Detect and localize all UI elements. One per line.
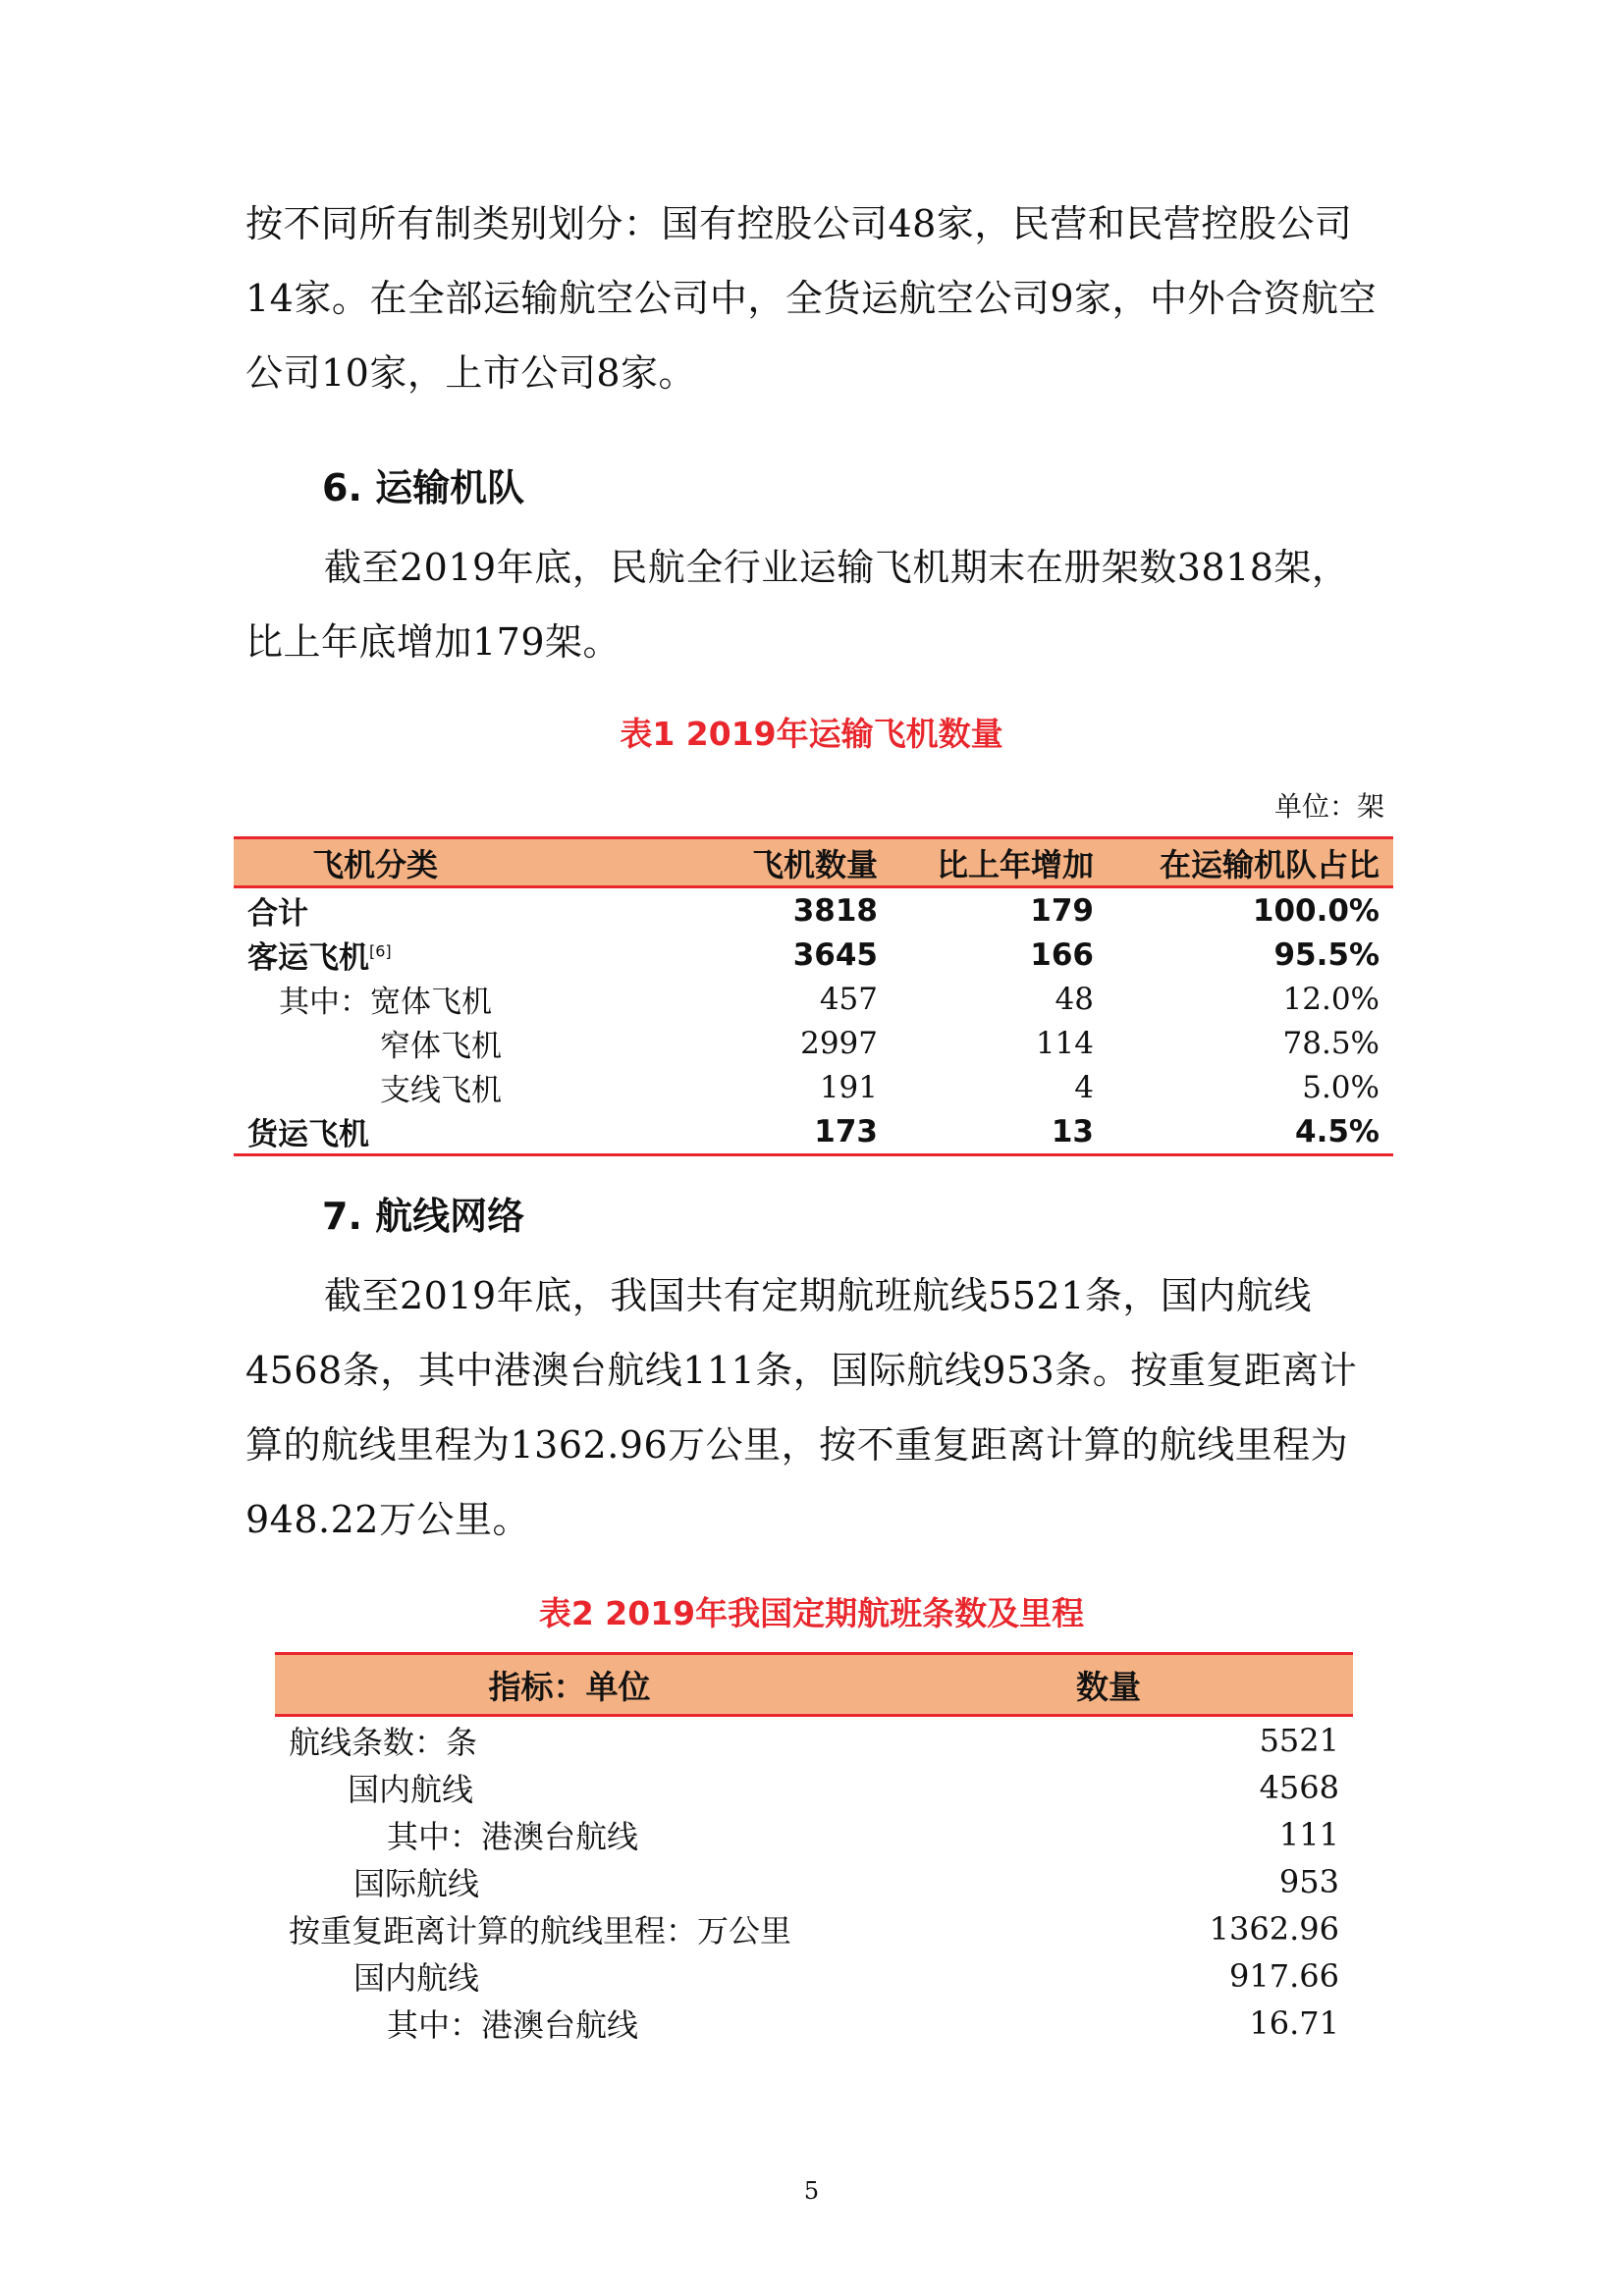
cell-count: 3818 (792, 892, 878, 929)
table-header-row (234, 838, 1393, 887)
paragraph-fleet: 截至2019年底，民航全行业运输飞机期末在册架数3818架，比上年底增加179架。 (245, 546, 1350, 664)
table-row (234, 887, 1393, 934)
cell-share: 12.0% (1282, 981, 1380, 1017)
col-header-value: 数量 (864, 1654, 1353, 1716)
col-header-share: 在运输机队占比 (1108, 838, 1393, 887)
table-row (234, 1021, 1393, 1065)
table-row (234, 1109, 1393, 1155)
row-label: 其中：港澳台航线 (387, 2006, 639, 2044)
row-label: 窄体飞机 (380, 1029, 502, 1064)
cell-count: 173 (646, 1109, 892, 1155)
cell-increase: 48 (1055, 981, 1094, 1017)
cell-count: 457 (819, 981, 878, 1017)
row-label: 支线飞机 (380, 1073, 502, 1108)
row-label: 国内航线 (348, 1771, 474, 1808)
cell-increase: 166 (1030, 936, 1094, 973)
cell-count: 191 (819, 1069, 878, 1105)
aircraft-table (234, 836, 1393, 1156)
table-header-row (275, 1654, 1353, 1716)
cell-value: 16.71 (1249, 2004, 1339, 2042)
cell-value: 917.66 (1229, 1957, 1339, 1995)
cell-increase: 4 (1074, 1069, 1094, 1105)
paragraph-ownership: 按不同所有制类别划分：国有控股公司48家，民营和民营控股公司14家。在全部运输航空公司中，全货运航空公司9家，中外合资航空公司10家，上市公司8家。 (245, 202, 1378, 395)
table1-caption: 表1 2019年运输飞机数量 (620, 715, 1003, 753)
cell-share: 100.0% (1252, 892, 1380, 929)
table-row (234, 1065, 1393, 1109)
row-label: 客运飞机 (247, 940, 369, 976)
cell-increase: 114 (1035, 1025, 1094, 1061)
cell-increase: 13 (892, 1109, 1108, 1155)
table-row (275, 1905, 1353, 1952)
row-label: 合计 (247, 896, 308, 932)
table-row (275, 1811, 1353, 1858)
table1-unit: 单位：架 (1273, 790, 1384, 823)
cell-value: 111 (1278, 1816, 1339, 1853)
section-heading-fleet: 6. 运输机队 (322, 466, 525, 509)
cell-value: 953 (1278, 1863, 1339, 1900)
table-row (275, 1716, 1353, 1765)
col-header-count: 飞机数量 (646, 838, 892, 887)
col-header-increase: 比上年增加 (892, 838, 1108, 887)
row-label: 航线条数：条 (289, 1724, 478, 1761)
table2-caption: 表2 2019年我国定期航班条数及里程 (538, 1594, 1085, 1632)
cell-value: 4568 (1259, 1769, 1339, 1806)
table-row (275, 2000, 1353, 2047)
row-label: 国际航线 (353, 1865, 480, 1902)
cell-count: 2997 (800, 1025, 878, 1061)
cell-share: 4.5% (1108, 1109, 1393, 1155)
row-label: 其中：港澳台航线 (387, 1818, 639, 1855)
table-row (234, 933, 1393, 977)
row-label: 国内航线 (353, 1959, 480, 1997)
col-header-indicator: 指标：单位 (275, 1654, 864, 1716)
row-label-cell (234, 933, 646, 977)
cell-share: 78.5% (1282, 1025, 1380, 1061)
paragraph-routes: 截至2019年底，我国共有定期航班航线5521条，国内航线4568条，其中港澳台航线111条，国际航线953条。按重复距离计算的航线里程为1362.96万公里，按不重复距离计算的航线里程为948.22万公里。 (245, 1274, 1358, 1541)
cell-value: 1362.96 (1209, 1910, 1339, 1948)
cell-count: 3645 (792, 936, 878, 973)
cell-share: 95.5% (1273, 936, 1380, 973)
col-header-category: 飞机分类 (234, 838, 646, 887)
page-number: 5 (803, 2177, 820, 2205)
footnote-ref[interactable]: [6] (369, 941, 392, 961)
section-heading-routes: 7. 航线网络 (322, 1195, 525, 1238)
row-label: 按重复距离计算的航线里程：万公里 (289, 1912, 792, 1949)
cell-value: 5521 (1259, 1722, 1339, 1759)
table-row (275, 1764, 1353, 1811)
table-row (275, 1952, 1353, 2000)
table-row (234, 977, 1393, 1021)
row-label: 货运飞机 (234, 1109, 646, 1155)
routes-table (275, 1652, 1353, 2047)
table-row (275, 1858, 1353, 1905)
cell-increase: 179 (1030, 892, 1094, 929)
cell-share: 5.0% (1302, 1069, 1380, 1105)
row-label: 其中：宽体飞机 (279, 985, 492, 1020)
